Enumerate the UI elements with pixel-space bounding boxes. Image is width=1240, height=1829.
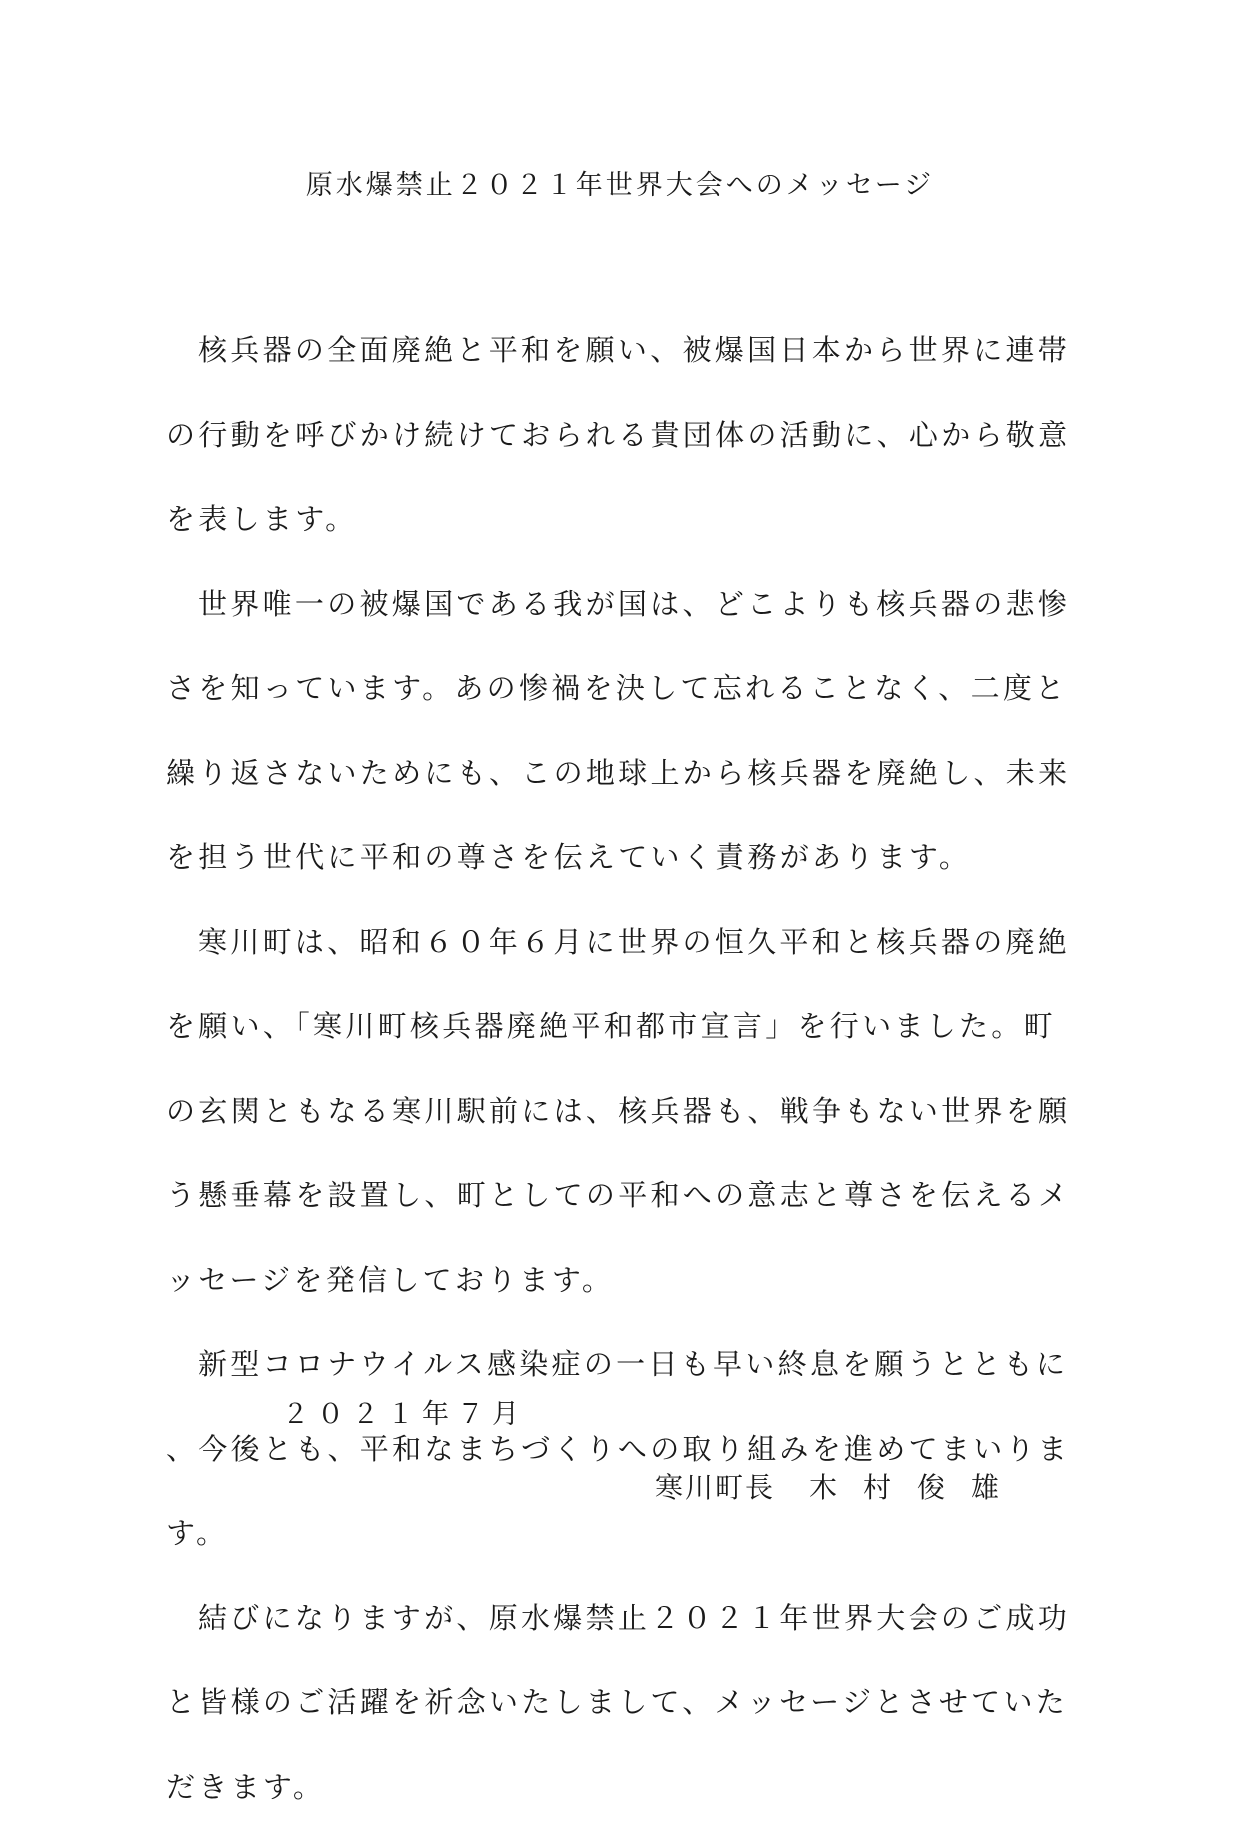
message-body (166, 308, 1086, 1829)
paragraph-1: 核兵器の全面廃絶と平和を願い、被爆国日本から世界に連帯の行動を呼びかけ続けておられる貴団体の活動に、心から敬意を表します。 (166, 308, 1086, 562)
paragraph-2: 世界唯一の被爆国である我が国は、どこよりも核兵器の悲惨さを知っています。あの惨禍を決して忘れることなく、二度と繰り返さないためにも、この地球上から核兵器を廃絶し、未来を担う世代に平和の尊さを伝えていく責務があります。 (166, 562, 1086, 900)
document-date: ２０２１年７月 (282, 1395, 527, 1435)
document-title: 原水爆禁止２０２１年世界大会へのメッセージ (0, 166, 1240, 206)
paragraph-3: 寒川町は、昭和６０年６月に世界の恒久平和と核兵器の廃絶を願い、「寒川町核兵器廃絶平和都市宣言」を行いました。町の玄関ともなる寒川駅前には、核兵器も、戦争もない世界を願う懸垂幕を設置し、町としての平和への意志と尊さを伝えるメッセージを発信しております。 (166, 900, 1086, 1323)
signer-title: 寒川町長 (655, 1471, 775, 1504)
signer-name: 木村俊雄 (809, 1471, 1025, 1504)
paragraph-4: 新型コロナウイルス感染症の一日も早い終息を願うとともに、今後とも、平和なまちづくりへの取り組みを進めてまいります。 (166, 1322, 1086, 1576)
signature-block (655, 1468, 1025, 1508)
paragraph-5: 結びになりますが、原水爆禁止２０２１年世界大会のご成功と皆様のご活躍を祈念いたしまして、メッセージとさせていただきます。 (166, 1576, 1086, 1829)
